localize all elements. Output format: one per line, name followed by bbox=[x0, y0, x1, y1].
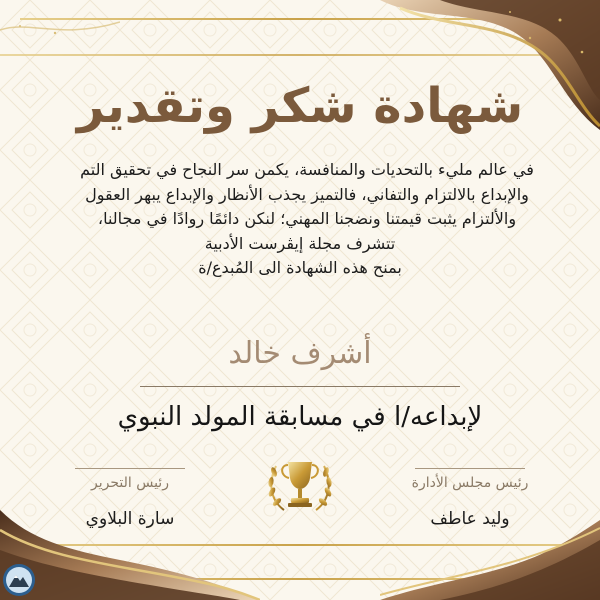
signature-title: رئيس مجلس الأدارة bbox=[411, 475, 529, 491]
award-reason: لإبداعه/ا في مسابقة المولد النبوي bbox=[117, 402, 483, 432]
top-left-flourish bbox=[0, 0, 120, 60]
signature-name: سارة البلاوي bbox=[85, 509, 175, 529]
recipient-underline bbox=[140, 386, 460, 387]
recipient-name: أشرف خالد bbox=[228, 336, 372, 371]
signature-line bbox=[415, 468, 525, 469]
body-line: بمنح هذه الشهادة الى المُبدع/ة bbox=[198, 258, 402, 277]
trophy-icon bbox=[262, 452, 338, 516]
body-line: تتشرف مجلة إيڤرست الأدبية bbox=[204, 233, 396, 253]
logo-icon bbox=[2, 563, 36, 597]
certificate-title: شهادة شكر وتقدير bbox=[76, 78, 524, 134]
body-line: والألتزام يثبت قيمتنا ونضجنا المهني؛ لنكن دائمًا روادًا في مجالنا، bbox=[97, 209, 517, 228]
signature-chairman bbox=[400, 468, 540, 529]
body-line: في عالم مليء بالتحديات والمنافسة، يكمن سر النجاح في تحقيق التم bbox=[80, 160, 534, 179]
signature-editor bbox=[60, 468, 200, 529]
signature-title: رئيس التحرير bbox=[91, 475, 169, 491]
signature-line bbox=[75, 468, 185, 469]
certificate-body bbox=[0, 158, 600, 281]
signature-name: وليد عاطف bbox=[430, 509, 510, 529]
bottom-right-swoosh bbox=[380, 520, 600, 600]
body-line: والإبداع بالالتزام والتفاني، فالتميز يجذب الأنظار والإبداع يبهر العقول bbox=[85, 184, 529, 204]
